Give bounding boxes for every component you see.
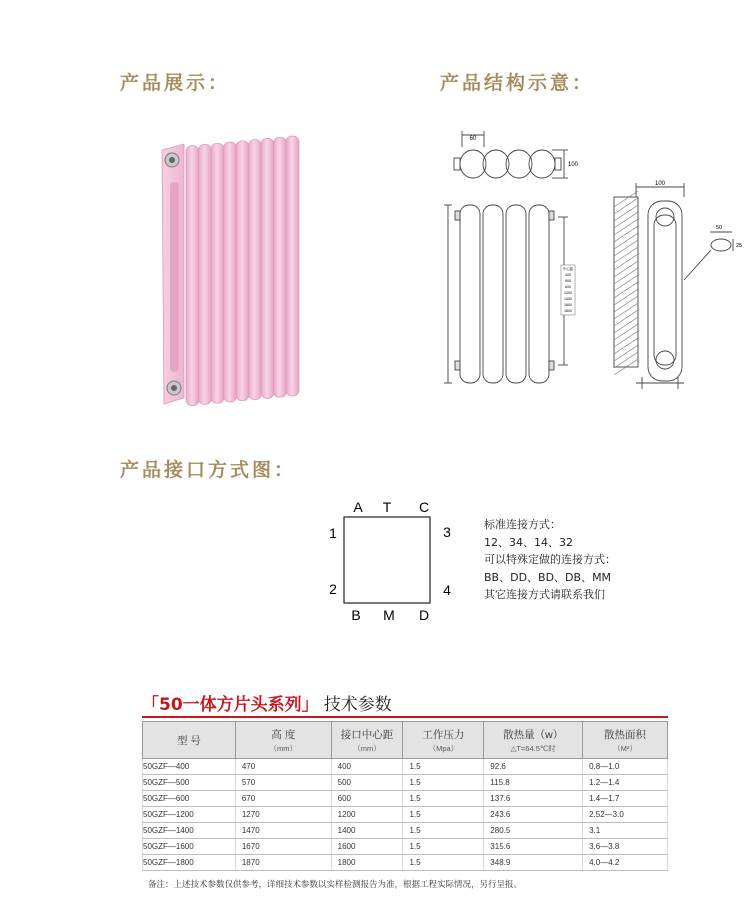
radiator-column [286,136,299,396]
table-row [143,775,668,791]
cell-heat-area: 1.4—1.7 [583,791,668,807]
title-rule [142,716,668,718]
connection-method-heading: 产品接口方式图： [120,459,297,481]
connection-note: 可以特殊定做的连接方式： [484,553,616,566]
cell-heat-area: 0.8—1.0 [583,759,668,775]
cell-heat-area: 2.52—3.0 [583,807,668,823]
cell-heat-output: 315.6 [484,839,583,855]
cell-pressure: 1.5 [403,823,484,839]
connection-note: BB、DD、BD、DB、MM [484,570,612,584]
label-b: B [351,607,361,623]
radiator-column [236,141,249,401]
cell-heat-area: 4.0—4.2 [583,855,668,871]
center-distance-value: 1800 [564,309,572,313]
connection-diagram [320,495,470,625]
label-d: D [418,607,430,623]
cell-center-distance: 1400 [331,823,403,839]
radiator-outline [344,517,430,603]
series-title: 「50一体方片头系列」 [142,695,319,715]
cell-heat-area: 1.2—1.4 [583,775,668,791]
cell-height: 570 [235,775,331,791]
cell-pressure: 1.5 [403,855,484,871]
table-row [143,839,668,855]
cell-center-distance: 1800 [331,855,403,871]
label-c: C [418,499,430,515]
col-header-pressure: 工作压力 （Mpa） [403,722,484,759]
cell-model: 50GZF—1800 [143,855,236,871]
table-row [143,855,668,871]
cell-pressure: 1.5 [403,775,484,791]
cell-heat-output: 137.6 [484,791,583,807]
center-distance-value: 1200 [564,291,572,295]
cell-height: 470 [235,759,331,775]
center-distance-value: 1600 [564,303,572,307]
table-row [143,759,668,775]
cell-center-distance: 400 [331,759,403,775]
cell-center-distance: 500 [331,775,403,791]
cell-model: 50GZF—1200 [143,807,236,823]
label-3: 3 [443,524,451,540]
cell-pressure: 1.5 [403,839,484,855]
cell-pressure: 1.5 [403,807,484,823]
label-4: 4 [443,582,451,598]
table-row [143,823,668,839]
label-m: M [383,607,395,623]
cell-center-distance: 1600 [331,839,403,855]
cell-pressure: 1.5 [403,791,484,807]
cell-model: 50GZF—500 [143,775,236,791]
product-structure-heading: 产品结构示意： [440,72,595,94]
radiator-column [249,140,262,400]
dim-oval-height: 25 [736,243,743,249]
cell-model: 50GZF—1400 [143,823,236,839]
radiator-column [261,138,274,398]
center-distance-value: 中心距 [562,267,574,271]
cell-height: 1270 [235,807,331,823]
col-header-heat-area: 散热面积 （M²） [583,722,668,759]
product-display-heading: 产品展示： [120,72,231,94]
table-header-row [143,722,668,759]
cell-height: 1670 [235,839,331,855]
footnote: 备注：上述技术参数仅供参考，详细技术参数以实样检测报告为准，根据工程实际情况，另行呈报。 [148,880,523,890]
center-distance-value: 500 [565,279,571,283]
center-distance-list [561,265,575,315]
radiator-photo [150,122,310,412]
dim-top-width: 60 [469,136,477,142]
col-header-center-distance: 接口中心距 （mm） [331,722,403,759]
col-header-model: 型 号 [143,722,236,759]
series-title-bar [142,690,392,715]
dim-oval-width: 50 [715,225,723,231]
dim-side-width: 100 [654,181,666,187]
connection-notes [484,516,616,604]
cell-heat-output: 243.6 [484,807,583,823]
cell-heat-output: 115.8 [484,775,583,791]
connection-note: 其它连接方式请联系我们 [484,588,605,601]
col-header-heat-output: 散热量（w） △T=64.5℃时 [484,722,583,759]
radiator-column [186,146,199,406]
series-subtitle: 技术参数 [323,695,392,715]
cell-model: 50GZF—1600 [143,839,236,855]
label-2: 2 [329,581,337,597]
table-row [143,807,668,823]
col-header-height: 高 度 （mm） [235,722,331,759]
radiator-column [224,142,237,402]
dim-top-height: 100 [568,162,579,168]
cell-heat-output: 280.5 [484,823,583,839]
radiator-column [199,144,212,404]
label-a: A [353,499,363,515]
connection-note: 12、34、14、32 [484,535,573,549]
connection-note: 标准连接方式： [484,518,561,531]
cell-model: 50GZF—600 [143,791,236,807]
cell-center-distance: 600 [331,791,403,807]
cell-center-distance: 1200 [331,807,403,823]
label-1: 1 [329,525,337,541]
cell-heat-area: 3.6—3.8 [583,839,668,855]
cell-height: 1470 [235,823,331,839]
center-distance-value: 400 [565,273,571,277]
cell-height: 1870 [235,855,331,871]
structure-diagram [440,125,743,405]
table-row [143,791,668,807]
radiator-column [211,143,224,403]
cell-heat-output: 92.6 [484,759,583,775]
tech-params-table [142,721,668,871]
cell-heat-output: 348.9 [484,855,583,871]
cell-pressure: 1.5 [403,759,484,775]
label-t: T [382,499,392,515]
center-distance-value: 1400 [564,297,572,301]
cell-heat-area: 3.1 [583,823,668,839]
cell-model: 50GZF—400 [143,759,236,775]
center-distance-value: 600 [565,285,571,289]
radiator-column [274,137,287,397]
cell-height: 670 [235,791,331,807]
